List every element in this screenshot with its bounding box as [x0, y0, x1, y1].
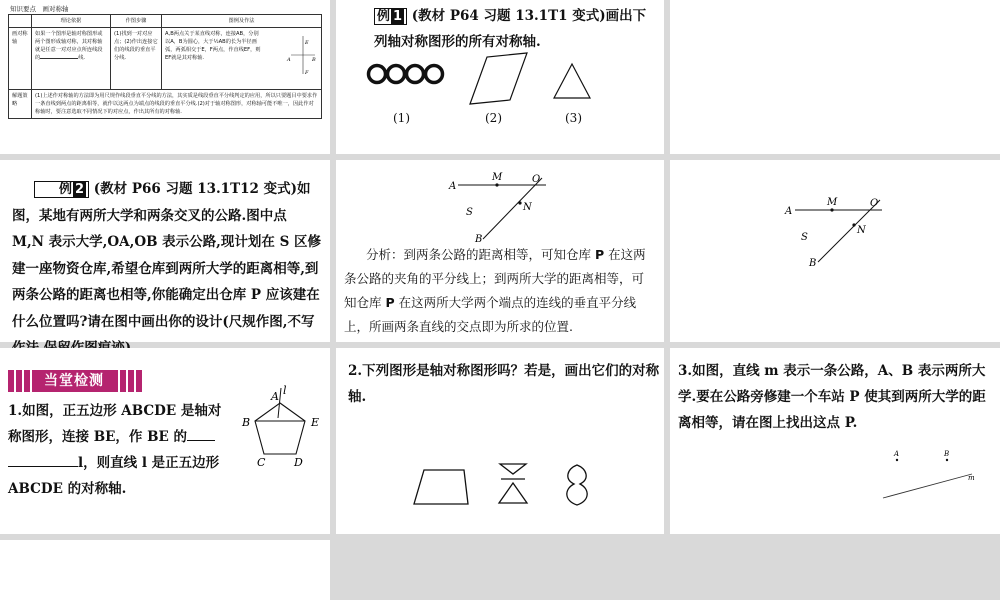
theory-end: 线.	[78, 55, 86, 62]
label-A: A	[785, 206, 793, 217]
hourglass-figure	[499, 464, 527, 503]
point-P: P	[385, 295, 395, 310]
theory-text: 如果一个图形是轴对称图形或两个图形成轴对称，其对称轴就是任意一对对应点所连线段的	[35, 31, 103, 62]
trapezoid-figure	[414, 470, 468, 504]
blank-panel	[670, 0, 1000, 154]
q2-figures	[336, 348, 664, 534]
label-m: m	[968, 474, 975, 482]
label-A: A	[894, 450, 900, 458]
steps-cell: (1)找到一对对应点；(2)作出连接它们的线段的垂直平分线.	[111, 28, 162, 90]
olympic-rings-figure	[369, 66, 443, 83]
rhombus-figure	[470, 53, 527, 104]
caption-3: (3)	[565, 111, 582, 125]
analysis-part-b: 在这两条公路的夹角的平分线上；到两所大学的距离相等，可知仓库	[344, 247, 646, 310]
example2-text	[12, 176, 322, 362]
analysis-part-a: 分析：到两条公路的距离相等，可知仓库	[366, 247, 595, 262]
check-panel-1	[0, 348, 330, 534]
strategy-cell: (1)上述作对称轴的方法即为用尺规作线段垂直平分线的方法，其实质是线段垂直平分线判定的应用，所以只要题目中要求作一条直线到两点的距离相等，就作以这两点为端点的线段的垂直平分线.(2)对于轴对称图形，对称轴可能不唯一，因此作对称轴时，要注意选取不同情况下的对应点，作出其所有的对称轴.	[32, 90, 322, 119]
label-B: B	[944, 450, 950, 458]
label-B: B	[475, 234, 483, 245]
label-E: E	[311, 416, 320, 429]
fill-blank	[40, 58, 78, 59]
analysis-panel	[336, 160, 664, 342]
caption-2: (2)	[485, 111, 502, 125]
label-S: S	[801, 232, 808, 243]
blank-panel-bottom	[0, 540, 330, 600]
example1-body: (教材 P64 习题 13.1T1 变式)画出下列轴对称图形的所有对称轴.	[374, 8, 647, 50]
label-F: F	[305, 70, 309, 77]
knowledge-title: 知识要点 画对称轴	[10, 5, 69, 13]
q1-part-a: 1.如图，正五边形 ABCDE 是轴对称图形，连接 BE，作 BE 的	[8, 403, 222, 445]
analysis-part-c: 在这两所大学两个端点的连线的垂直平分线上，所画两条直线的交点即为所求的位置.	[344, 295, 637, 334]
knowledge-panel	[0, 0, 330, 154]
label-M: M	[492, 172, 503, 183]
label-B: B	[242, 416, 251, 429]
badge-label: 例	[59, 182, 73, 197]
label-l: l	[283, 384, 287, 397]
label-O: O	[532, 174, 541, 185]
example1-panel	[336, 0, 664, 154]
method-cell	[162, 28, 322, 90]
label-A: A	[287, 57, 291, 64]
question-2: 2.下列图形是轴对称图形吗？若是，画出它们的对称轴.	[348, 363, 660, 405]
q1-part-b: l，则直线 l 是正五边形 ABCDE 的对称轴.	[8, 455, 220, 497]
example2-body: (教材 P66 习题 13.1T12 变式)如图，某地有两所大学和两条交叉的公路.图中点 M,N 表示大学,OA,OB 表示公路,现计划在 S 区修建一座物资仓库,希望仓库到两所大学的距离相等,到两条公路的距离也相等,你能确定出仓库 P 应该建在什么位置吗?请在图中画出你的设计(尺规作图,不写	[12, 181, 322, 330]
label-B: B	[809, 258, 817, 269]
pentagon-figure	[0, 348, 330, 534]
badge-label: 例	[377, 9, 391, 24]
point-P: P	[594, 247, 605, 262]
label-E: E	[305, 40, 309, 47]
label-M: M	[827, 197, 838, 208]
label-N: N	[523, 202, 532, 213]
bisector-figure	[287, 36, 317, 76]
example-badge	[34, 181, 89, 198]
label-D: D	[294, 456, 303, 469]
table-header	[9, 15, 32, 28]
method-text: A,B两点关于某直线对称，连接AB，分别以A，B为圆心，大于½AB的长为半径画弧，两弧相交于E，F两点，作直线EF，则EF就是其对称轴.	[165, 31, 261, 62]
label-O: O	[870, 198, 879, 209]
triangle-figure	[554, 64, 590, 98]
example2-panel	[0, 160, 330, 342]
knowledge-table	[8, 14, 322, 119]
question-3: 3.如图，直线 m 表示一条公路，A、B 表示两所大学.要在公路旁修建一个车站 P 使其到两所大学的距离相等，请在图上找出这点 P.	[678, 363, 986, 431]
label-N: N	[857, 225, 866, 236]
label-B: B	[312, 57, 316, 64]
analysis-text	[344, 243, 656, 339]
table-header: 理论依据	[32, 15, 111, 28]
caption-1: (1)	[393, 111, 410, 125]
check-panel-2	[336, 348, 664, 534]
example1-figures	[336, 0, 664, 154]
figure-panel	[670, 160, 1000, 342]
badge-number: 1	[393, 9, 403, 24]
row-label: 画对称轴	[9, 28, 32, 90]
roads-figure-copy	[670, 160, 1000, 342]
roads-figure	[336, 160, 664, 250]
banner-title: 当堂检测	[32, 370, 116, 392]
label-A: A	[271, 390, 279, 403]
check-panel-3	[670, 348, 1000, 534]
road-figure	[670, 348, 1000, 534]
row-label: 解题策略	[9, 90, 32, 119]
badge-number: 2	[75, 182, 85, 197]
label-S: S	[466, 207, 473, 218]
label-C: C	[257, 456, 266, 469]
table-header: 图例及作法	[162, 15, 322, 28]
table-header: 作图步骤	[111, 15, 162, 28]
theory-cell	[32, 28, 111, 90]
label-A: A	[449, 181, 457, 192]
vase-figure	[567, 465, 587, 505]
